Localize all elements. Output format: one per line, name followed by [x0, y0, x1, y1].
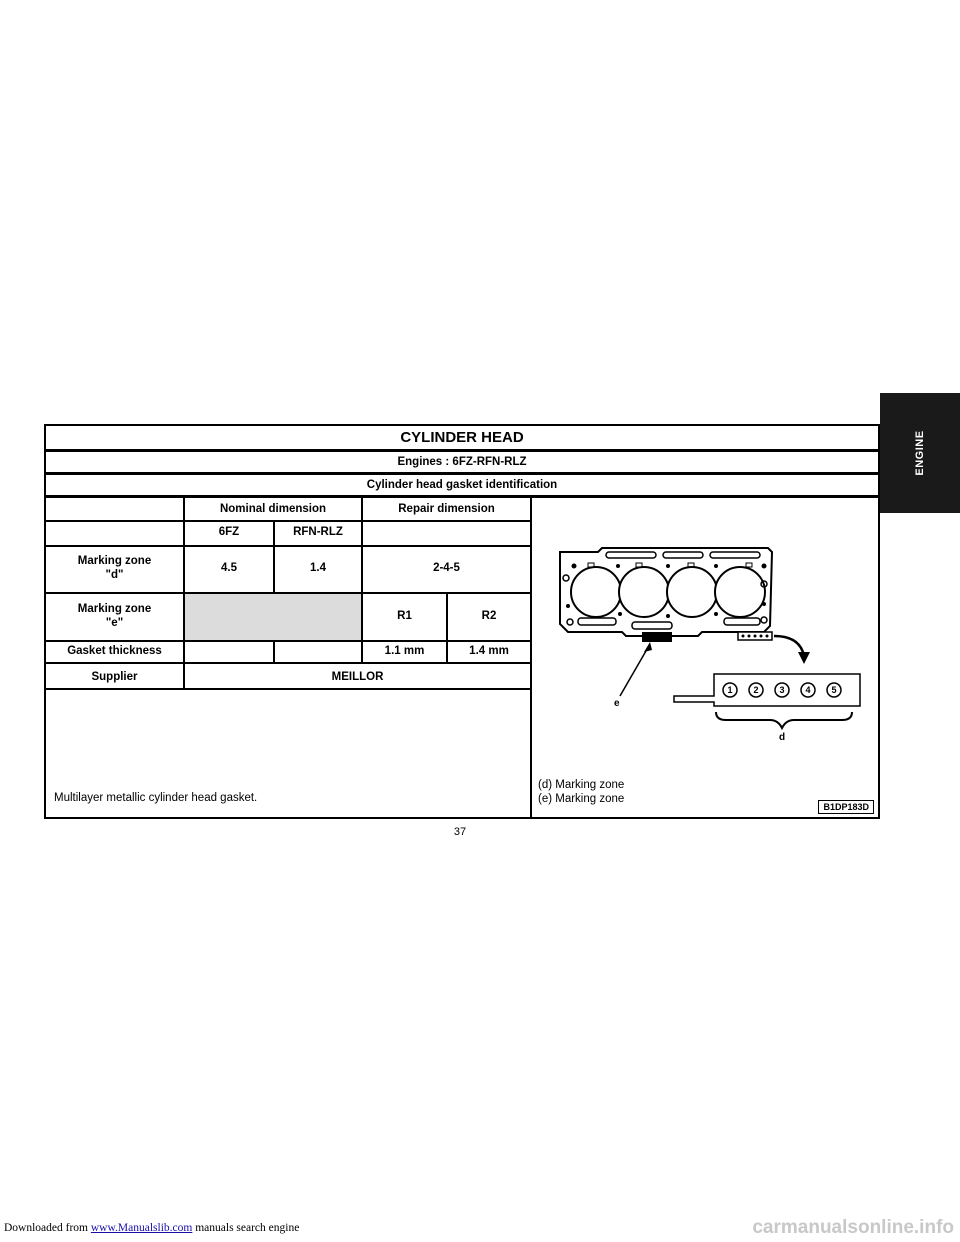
- mark-5: 5: [831, 685, 837, 695]
- shaded-cell: [185, 594, 361, 640]
- row-line: [46, 662, 530, 664]
- sub-header-6fz: 6FZ: [218, 526, 240, 538]
- cell-d-rfn: 1.4: [310, 562, 326, 574]
- cell-thickness-r1: 1.1 mm: [384, 645, 425, 657]
- download-prefix: Downloaded from: [4, 1222, 91, 1234]
- row-label-marking-d-line2: "d": [105, 569, 124, 581]
- page-number: 37: [453, 826, 467, 838]
- cell-e-r2: R2: [481, 610, 497, 622]
- row-label-marking-d: [46, 554, 183, 582]
- row-label-marking-e-line1: Marking zone: [77, 603, 152, 615]
- spec-frame: [44, 424, 880, 819]
- row-line: [46, 520, 530, 522]
- row-line: [46, 592, 530, 594]
- gasket-footnote: Multilayer metallic cylinder head gasket.: [54, 792, 258, 804]
- mark-2: 2: [753, 685, 759, 695]
- page-title: CYLINDER HEAD: [46, 426, 878, 452]
- mark-3: 3: [779, 685, 785, 695]
- label-d: d: [778, 732, 786, 743]
- col-line: [273, 640, 275, 662]
- section-tab: [880, 393, 960, 513]
- gasket-drawing: [538, 506, 868, 766]
- col-header-nominal: Nominal dimension: [219, 503, 327, 515]
- legend-e: (e) Marking zone: [538, 793, 625, 805]
- legend-d: (d) Marking zone: [538, 779, 625, 791]
- diagram-legend: [538, 778, 624, 806]
- col-header-repair: Repair dimension: [398, 503, 495, 515]
- cell-thickness-r2: 1.4 mm: [469, 645, 509, 657]
- column-divider: [530, 498, 532, 817]
- cell-d-repair: 2-4-5: [433, 562, 460, 574]
- manualslib-link[interactable]: www.Manualslib.com: [90, 1222, 193, 1234]
- download-footer: [4, 1222, 299, 1234]
- row-label-marking-d-line1: Marking zone: [77, 555, 152, 567]
- row-line: [46, 688, 530, 690]
- engines-header: Engines : 6FZ-RFN-RLZ: [46, 452, 878, 475]
- cell-d-6fz: 4.5: [221, 562, 237, 574]
- marking-zone-e: [642, 632, 672, 642]
- row-line: [46, 640, 530, 642]
- col-line: [361, 498, 363, 662]
- cell-e-r1: R1: [397, 610, 412, 622]
- section-tab-label: ENGINE: [914, 430, 926, 476]
- label-e: e: [614, 698, 620, 709]
- download-suffix: manuals search engine: [192, 1222, 300, 1234]
- mark-4: 4: [805, 685, 811, 695]
- cell-supplier: MEILLOR: [331, 671, 384, 683]
- figure-reference: B1DP183D: [818, 800, 874, 814]
- row-label-thickness: Gasket thickness: [67, 645, 162, 657]
- mark-1: 1: [727, 685, 733, 695]
- row-label-marking-e-line2: "e": [105, 617, 124, 629]
- row-line: [46, 545, 530, 547]
- watermark: carmanualsonline.info: [752, 1217, 954, 1238]
- section-subtitle: Cylinder head gasket identification: [46, 475, 878, 498]
- sub-header-rfn: RFN-RLZ: [293, 526, 343, 538]
- gasket-diagram: [538, 506, 868, 766]
- row-label-supplier: Supplier: [91, 671, 138, 683]
- row-label-marking-e: [46, 602, 183, 630]
